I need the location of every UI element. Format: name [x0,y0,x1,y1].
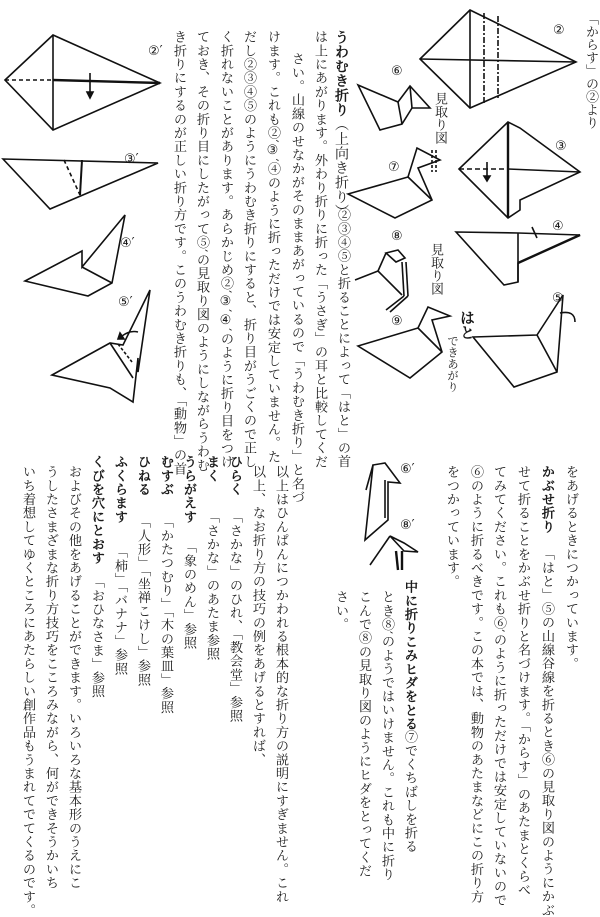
diagram-step-6 [358,85,430,130]
technique-ref: 「象のめん」参照 [181,540,196,650]
text-line: こんで⑧の見取り図のようにヒダをとってくだ [356,590,371,878]
heading-uwamuki: うわむき折り（上向き折り） [333,30,349,219]
text-line: をあげるときにつかっています。 [563,465,578,671]
step-label-3-prime: ③′ [124,152,139,167]
text-line: だし②③④⑤のようにうわむき折りにすると、折り目がうごくので正し [241,30,256,469]
step-label-6: ⑥ [391,64,403,79]
step-label-2-prime: ②′ [148,44,163,59]
text-line: とき⑧′のようではいけません。これも中に折り [379,590,394,882]
text-line: せて折ることをかぶせ折りと名づけます。「からす」のあたまとくらべ [515,465,530,897]
text-line: ⑥のように折るべきです。この本では、動物のあたまなどにこの折り方 [468,465,483,904]
step-label-7: ⑦ [388,160,400,175]
technique-ref: 「さかな」のあたま参照 [204,510,219,661]
text-line: をつかっています。 [444,465,459,589]
technique-name: うらがえす [181,455,196,524]
heading-naka: 中に折りこみヒダをとる [402,580,417,731]
technique-ref: 「人形」「坐禅こけし」参照 [135,515,150,687]
technique-ref: 「柿」「バナナ」参照 [112,545,127,676]
diagram-step-5-prime [52,290,150,402]
text-line: は上にあがります。外わり折りに折った「うさぎ」の耳と比較してくだ [312,30,327,469]
diagram-step-5 [473,295,575,387]
diagram-step-4-prime [25,215,125,296]
diagram-step-9 [358,307,450,378]
step-label-5-prime: ⑤′ [118,295,133,310]
step-label-4: ④ [552,219,564,234]
text-line: 「はと」⑤の山線谷線を折るとき⑥の見取り図のようにかぶ [539,547,554,917]
text-line: き折りにするのが正しい折り方です。このうわむき折りも、「動物」の首 [171,30,186,476]
text-line: さい。山線のせなかがそのままあがっているので「うわむき折り」と名づ [289,52,304,505]
source-note: 「からす」の②より [583,12,598,129]
diagram-step-2-prime [5,35,160,130]
technique-name: ひらく [227,455,242,497]
heading-kabuse: かぶせ折り [539,465,554,534]
technique-name: むすぶ [158,455,173,497]
text-line: てみてください。これも⑥′のように折っただけでは安定していないので [491,465,506,907]
text-line: さい。 [333,590,348,632]
hato-title: はと [458,310,476,340]
text-line: いち着想してゆくところにあたらしい創作品もうまれてでてくるのです。 [20,465,35,917]
text-line: く折れないことがあります。あらかじめ②′③′④′のように折り目をつけ [218,30,233,469]
step-label-8: ⑧ [391,229,403,244]
diagram-step-4 [456,227,580,285]
technique-ref: 「かたつむり」「木の葉皿」参照 [158,515,173,714]
text-line: うしたさまざまな折り方技巧をこころみながら、何ができそうかいち [43,465,58,890]
step-label-5: ⑤ [552,291,564,306]
step-label-6-prime: ⑥′ [400,462,415,477]
text-line: 以上はひんぱんにつかわれる根本的な折り方の説明にすぎません。これ [273,465,288,904]
step-label-9: ⑨ [391,314,403,329]
diagram-step-8 [355,250,408,312]
text-line: ②③④⑤と折ることによって「はと」の首 [335,208,350,469]
text-line: およびその他をあげることができます。いろいろな基本形のうえにこ [66,465,81,890]
text-line: ⑦でくちばしを折る [402,730,417,854]
technique-ref: 「おひなさま」参照 [89,575,104,699]
step-label-4-prime: ④′ [120,236,135,251]
text-line: けます。これも②′③′④のように折っただけでは安定していません。た [265,30,280,464]
diagram-step-7 [348,148,440,218]
view-label-6: 見取り図 [432,92,447,144]
step-label-2: ② [553,23,565,38]
technique-ref: 「さかな」のひれ、「教会堂」参照 [227,510,242,723]
hato-subtitle: できあがり [446,335,460,393]
step-label-8-prime: ⑧′ [400,518,415,533]
technique-name: まく [204,455,219,483]
technique-name: くびを穴にとおす [89,455,104,565]
technique-name: ひねる [135,455,150,497]
text-line: ておき、その折り目にしたがって⑤′の見取り図のようにしながらうわむ [194,30,209,472]
text-line: 以上、なお折り方の技巧の例をあげるとすれば、 [250,465,265,767]
view-label-8: 見取り図 [428,243,443,295]
diagram-step-8-prime [370,536,418,570]
diagram-step-3 [459,122,580,218]
diagram-step-6-prime [365,463,400,540]
step-label-3: ③ [555,139,567,154]
technique-name: ふくらます [112,455,127,524]
